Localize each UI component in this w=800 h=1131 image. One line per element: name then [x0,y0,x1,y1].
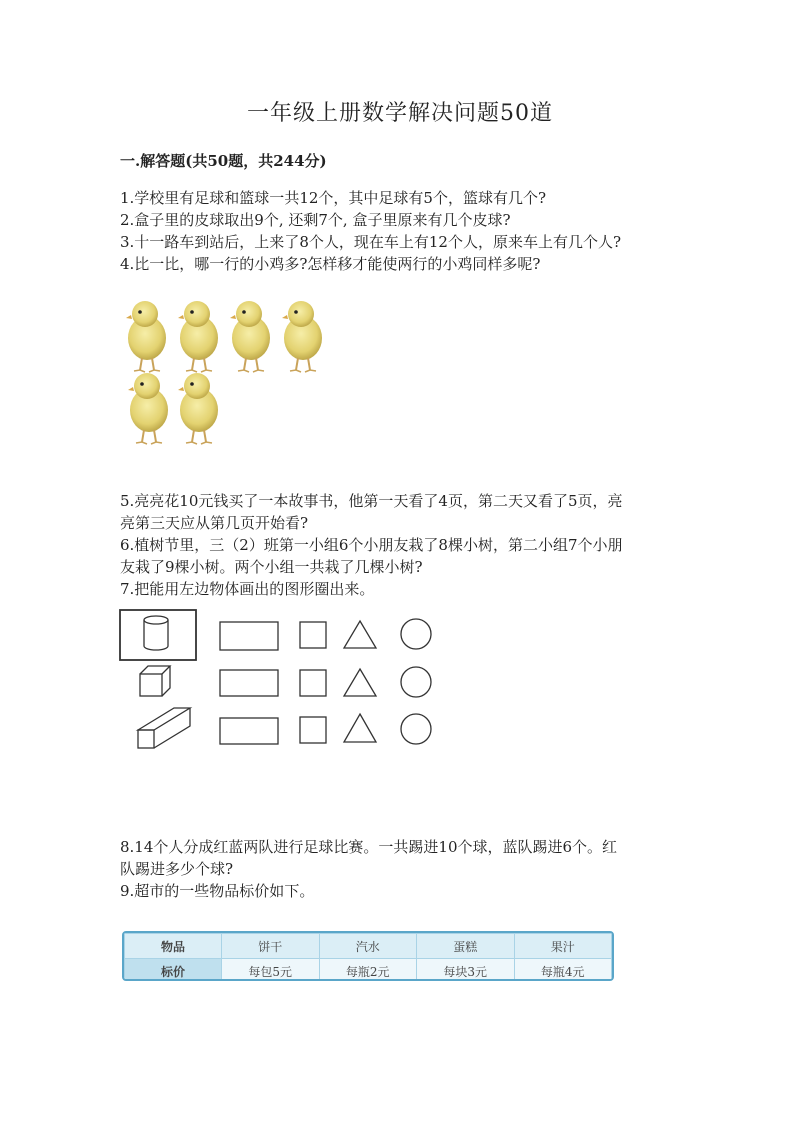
row-header-item: 物品 [125,934,222,959]
table-row [125,934,612,959]
price-cell: 每块3元 [417,959,515,982]
rectangle-icon [220,718,278,744]
question-4: 4.比一比，哪一行的小鸡多?怎样移才能使两行的小鸡同样多呢? [120,255,541,273]
question-6-line1: 6.植树节里，三（2）班第一小组6个小朋友栽了8棵小树，第二小组7个小朋 [120,536,623,554]
cylinder-icon [144,616,168,650]
cuboid-icon [138,708,190,748]
item-cell: 汽水 [319,934,417,959]
question-5-line1: 5.亮亮花10元钱买了一本故事书，他第一天看了4页，第二天又看了5页，亮 [120,492,623,510]
item-cell: 饼干 [222,934,320,959]
page-title: 一年级上册数学解决问题50道 [247,101,553,126]
question-8-line2: 队踢进多少个球? [120,860,234,878]
question-1: 1.学校里有足球和篮球一共12个，其中足球有5个，篮球有几个? [120,189,546,207]
table-row [125,959,612,982]
triangle-icon [344,621,376,648]
circle-icon [401,714,431,744]
circle-icon [401,667,431,697]
shapes-svg [118,608,448,758]
price-table [122,931,614,981]
question-8-line1: 8.14个人分成红蓝两队进行足球比赛。一共踢进10个球，蓝队踢进6个。红 [120,838,618,856]
price-cell: 每包5元 [222,959,320,982]
square-icon [300,717,326,743]
selection-box [120,610,196,660]
chick-icon [128,373,168,444]
row-header-price: 标价 [125,959,222,982]
cube-icon [140,666,170,696]
question-5-line2: 亮第三天应从第几页开始看? [120,514,309,532]
shapes-figure [118,608,448,758]
price-cell: 每瓶2元 [319,959,417,982]
chick-icon [230,301,270,372]
square-icon [300,670,326,696]
chick-icon [178,301,218,372]
chick-icon [178,373,218,444]
rectangle-icon [220,622,278,650]
question-6-line2: 友栽了9棵小树。两个小组一共栽了几棵小树? [120,558,423,576]
rectangle-icon [220,670,278,696]
square-icon [300,622,326,648]
item-cell: 果汁 [514,934,612,959]
section-heading: 一.解答题(共50题，共244分) [120,152,327,170]
triangle-icon [344,714,376,742]
circle-icon [401,619,431,649]
item-cell: 蛋糕 [417,934,515,959]
chick-icon [282,301,322,372]
question-9: 9.超市的一些物品标价如下。 [120,882,315,900]
question-2: 2.盒子里的皮球取出9个, 还剩7个, 盒子里原来有几个皮球? [120,211,511,229]
chicks-svg [125,298,335,448]
chick-illustration [125,298,335,448]
question-7: 7.把能用左边物体画出的图形圈出来。 [120,580,375,598]
question-3: 3.十一路车到站后，上来了8个人，现在车上有12个人，原来车上有几个人? [120,233,621,251]
price-cell: 每瓶4元 [514,959,612,982]
triangle-icon [344,669,376,696]
chick-icon [126,301,166,372]
